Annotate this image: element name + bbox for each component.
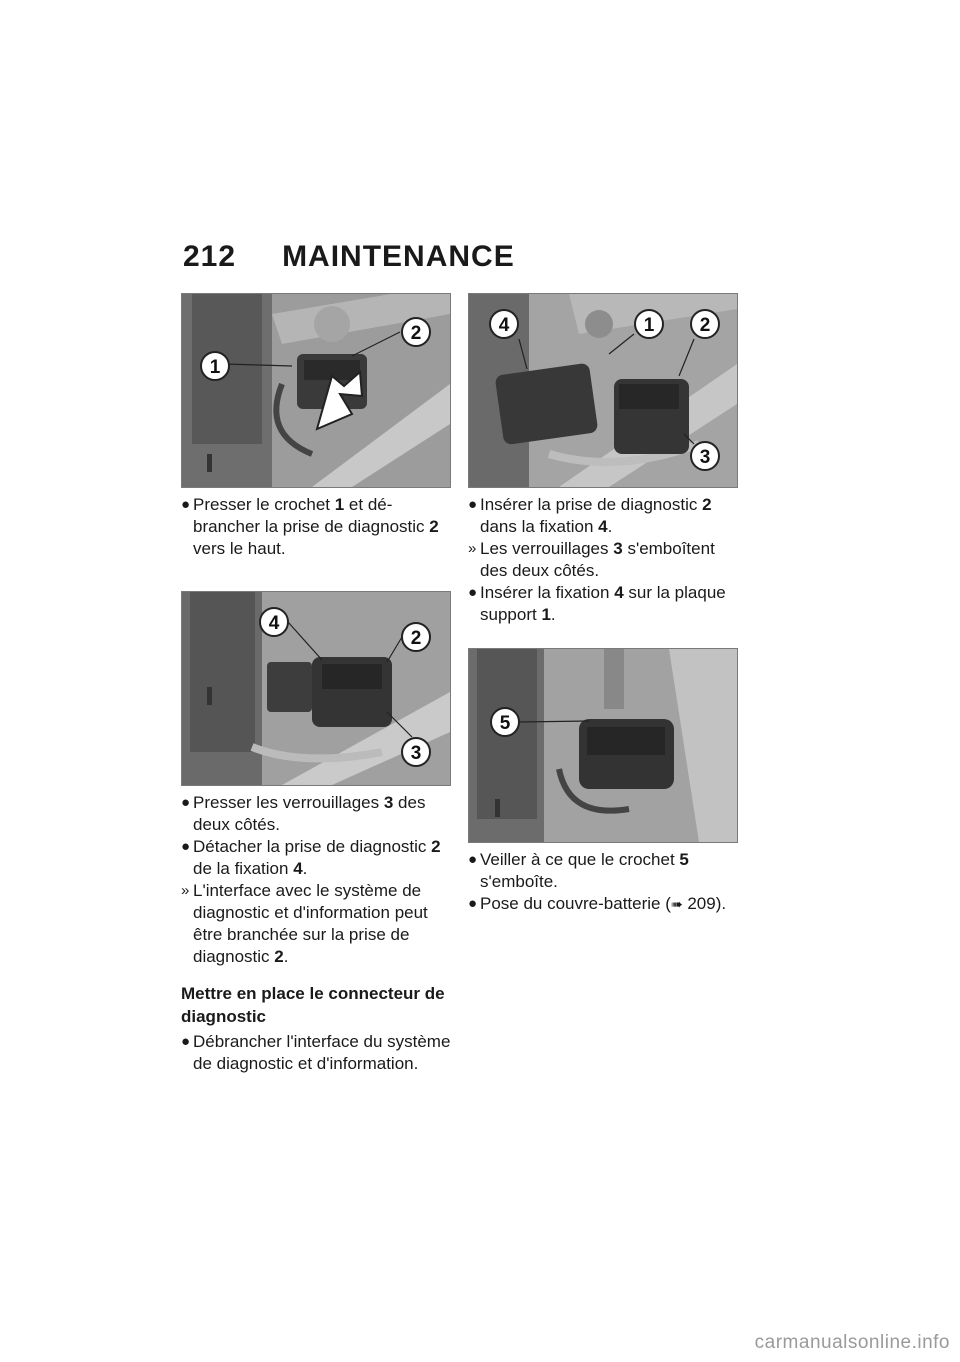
figure-4-label: 5 <box>499 713 511 734</box>
page-reference-arrow-icon[interactable]: ➠ <box>670 896 683 912</box>
bullet-marker: ● <box>468 496 478 513</box>
bullet-marker: ● <box>468 584 478 601</box>
item-text: Veiller à ce que le crochet 5 s'emboîte. <box>480 850 689 891</box>
subheading: Mettre en place le connecteur de diagnostic <box>181 984 445 1026</box>
figure-1-illustration <box>182 294 450 487</box>
list-item <box>468 893 738 915</box>
footer-watermark-url[interactable]: carmanualsonline.info <box>754 1332 950 1353</box>
result-marker: » <box>468 540 477 557</box>
figure-3-photo <box>468 293 738 488</box>
figure-3-label: 1 <box>643 315 655 336</box>
item-text: Débrancher l'interface du système de diagnostic et d'information. <box>193 1032 451 1073</box>
figure-2-illustration <box>182 592 450 785</box>
bullet-marker: ● <box>181 496 191 513</box>
left-column <box>181 293 451 1075</box>
bullet-marker: ● <box>468 851 478 868</box>
bullet-marker: ● <box>181 794 191 811</box>
item-text: Presser les verrouillages 3 des deux côtés. <box>193 793 426 834</box>
instruction-block-5 <box>468 849 738 915</box>
bullet-marker: ● <box>181 838 191 855</box>
figure-4-photo <box>468 648 738 843</box>
list-item <box>468 494 738 538</box>
list-item <box>468 538 738 582</box>
list-item <box>468 849 738 893</box>
section-title: MAINTENANCE <box>282 240 515 273</box>
page-header <box>183 240 515 280</box>
figure-4-illustration <box>469 649 737 842</box>
instruction-block-2 <box>181 792 451 968</box>
instruction-block-1 <box>181 494 451 560</box>
bullet-marker: ● <box>468 895 478 912</box>
instruction-block-3 <box>181 1031 451 1075</box>
figure-2-label: 4 <box>268 613 280 634</box>
item-text: L'interface avec le système de diagnostic et d'information peut être branchée sur la prise de diagnostic 2. <box>193 881 428 966</box>
figure-2-photo <box>181 591 451 786</box>
item-text: Insérer la prise de diagnostic 2 dans la fixation 4. <box>480 495 712 536</box>
result-marker: » <box>181 882 190 899</box>
figure-2-label: 2 <box>410 628 422 649</box>
item-text: Pose du couvre-batterie (➠ 209). <box>480 894 727 913</box>
figure-1-photo <box>181 293 451 488</box>
list-item <box>468 582 738 626</box>
item-text: Presser le crochet 1 et débrancher la prise de diagnostic 2 vers le haut. <box>193 495 439 558</box>
figure-3-label: 4 <box>498 315 510 336</box>
instruction-block-4 <box>468 494 738 626</box>
figure-3-illustration <box>469 294 737 487</box>
right-column <box>468 293 738 915</box>
list-item <box>181 880 451 968</box>
item-text: Les verrouillages 3 s'emboîtent des deux côtés. <box>480 539 715 580</box>
list-item <box>181 792 451 836</box>
figure-1-label: 1 <box>209 357 221 378</box>
figure-3-label: 2 <box>699 315 711 336</box>
list-item <box>181 836 451 880</box>
figure-3-label: 3 <box>699 447 711 468</box>
item-text: Détacher la prise de diagnostic 2 de la fixation 4. <box>193 837 441 878</box>
list-item <box>181 494 451 560</box>
figure-1-label: 2 <box>410 323 422 344</box>
list-item <box>181 1031 451 1075</box>
figure-2-label: 3 <box>410 743 422 764</box>
item-text: Insérer la fixation 4 sur la plaque support 1. <box>480 583 726 624</box>
page-number: 212 <box>183 240 237 273</box>
bullet-marker: ● <box>181 1033 191 1050</box>
